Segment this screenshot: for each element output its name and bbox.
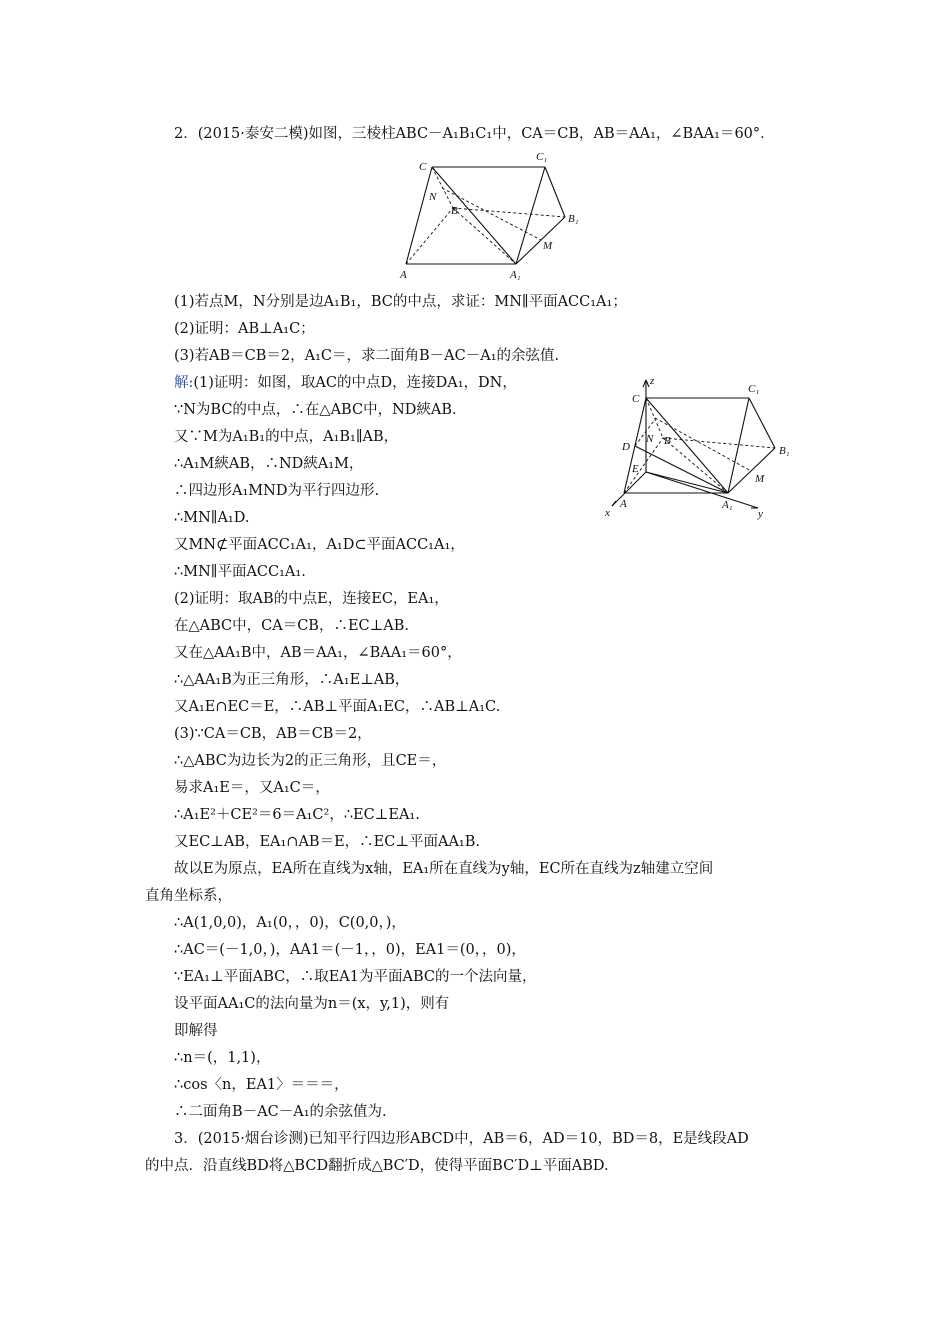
solution-line: ∴△ABC为边长为2的正三角形，且CE＝， [174, 753, 447, 769]
solution-line: 又在△AA₁B中，AB＝AA₁，∠BAA₁＝60°， [174, 645, 462, 661]
question-3: (3)若AB＝CB＝2，A₁C＝，求二面角B－AC－A₁的余弦值. [174, 348, 560, 364]
label-B1: B₁ [779, 445, 790, 457]
question-1: (1)若点M，N分别是边A₁B₁，BC的中点，求证：MN∥平面ACC₁A₁； [174, 294, 627, 310]
label-y: y [758, 508, 763, 520]
problem2-stem: 2．(2015·泰安二模)如图，三棱柱ABC－A₁B₁C₁中，CA＝CB，AB＝AA₁，∠BAA₁＝60°． [174, 126, 775, 142]
label-A: A [400, 269, 407, 281]
label-M: M [755, 473, 765, 485]
solution-line: ∴cos〈n，EA1〉＝＝＝， [174, 1077, 349, 1093]
solution-line: ∴四边形A₁MND为平行四边形. [174, 483, 380, 499]
label-z: z [650, 375, 655, 387]
solution-line: ∴二面角B－AC－A₁的余弦值为. [174, 1104, 387, 1120]
solution-line: 又EC⊥AB，EA₁∩AB＝E，∴EC⊥平面AA₁B. [174, 834, 481, 850]
label-A1: A₁ [510, 269, 521, 281]
label-E: E [632, 463, 639, 475]
label-N: N [429, 191, 437, 203]
prism-figure [395, 148, 595, 283]
label-C1: C₁ [748, 383, 760, 395]
solution-line: ∵EA₁⊥平面ABC，∴取EA1为平面ABC的一个法向量， [174, 969, 537, 985]
solution-line: 又∵M为A₁B₁的中点，A₁B₁∥AB， [174, 429, 399, 445]
label-B1: B₁ [568, 213, 579, 225]
solution-line: ∴n＝(，1,1)， [174, 1050, 271, 1066]
label-N: N [646, 433, 654, 445]
problem3-line-2: 的中点．沿直线BD将△BCD翻折成△BC′D，使得平面BC′D⊥平面ABD. [145, 1158, 609, 1174]
solution-line: 易求A₁E＝，又A₁C＝， [174, 780, 330, 796]
solution-line: (2)证明：取AB的中点E，连接EC，EA₁， [174, 591, 449, 607]
solution-label: 解: [174, 375, 194, 391]
label-C: C [632, 393, 640, 405]
solution-line: 即解得 [174, 1023, 218, 1039]
label-C: C [419, 161, 427, 173]
question-2: (2)证明：AB⊥A₁C； [174, 321, 315, 337]
coordinate-figure [600, 372, 815, 522]
label-x: x [605, 507, 610, 519]
solution-line: ∵N为BC的中点，∴在△ABC中，ND綊AB. [174, 402, 457, 418]
solution-line: 又MN⊄平面ACC₁A₁，A₁D⊂平面ACC₁A₁， [174, 537, 465, 553]
solution-line: ∴MN∥A₁D. [174, 510, 250, 526]
label-M: M [543, 240, 553, 252]
solution-line: 直角坐标系， [145, 888, 232, 904]
solution-line: 又A₁E∩EC＝E，∴AB⊥平面A₁EC，∴AB⊥A₁C. [174, 699, 501, 715]
solution-line: ∴A₁E²＋CE²＝6＝A₁C²，∴EC⊥EA₁. [174, 807, 420, 823]
label-D: D [622, 441, 630, 453]
solution-line: 设平面AA₁C的法向量为n＝(x，y,1)，则有 [174, 996, 450, 1012]
label-B: B [664, 435, 671, 447]
solution-line: ∴MN∥平面ACC₁A₁. [174, 564, 306, 580]
solution-line: ∴AC＝(－1,0，)，AA1＝(－1，，0)，EA1＝(0，，0)， [174, 942, 526, 958]
solution-line: 在△ABC中，CA＝CB，∴EC⊥AB. [174, 618, 410, 634]
solution-line: ∴△AA₁B为正三角形，∴A₁E⊥AB， [174, 672, 410, 688]
solution-line: ∴A₁M綊AB，∴ND綊A₁M， [174, 456, 364, 472]
label-B: B [451, 205, 458, 217]
solution-line: 解:(1)证明：如图，取AC的中点D，连接DA₁，DN， [174, 375, 517, 391]
solution-line: ∴A(1,0,0)，A₁(0，，0)，C(0,0，)， [174, 915, 406, 931]
label-A1: A₁ [722, 499, 733, 511]
problem3-line-1: 3．(2015·烟台诊测)已知平行四边形ABCD中，AB＝6，AD＝10，BD＝8，E是线段AD [174, 1131, 749, 1147]
solution-line: (3)∵CA＝CB，AB＝CB＝2， [174, 726, 372, 742]
label-C1: C₁ [536, 151, 548, 163]
solution-line: 故以E为原点，EA所在直线为x轴，EA₁所在直线为y轴，EC所在直线为z轴建立空间 [174, 861, 714, 877]
label-A: A [620, 498, 627, 510]
